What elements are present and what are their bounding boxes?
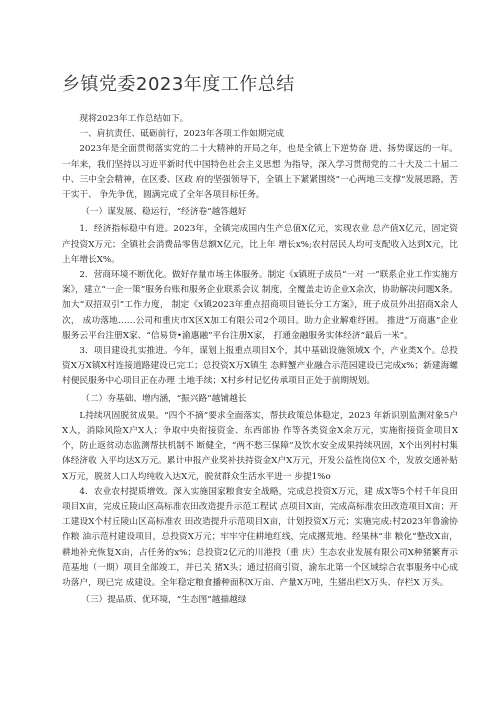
document-body — [62, 112, 458, 609]
paragraph: 3．项目建设扎实推进。今年，谋划上报重点项目X个，其中基础设施领域X 个，产业类X个。总投资X万X镇X村连接道路建设已完工；总投资X万X镇生 态鲜蟹产业融合示范园建设已完成x%；新建海螺村便民服务中心项目正在办理 土地手续；X村乡村记忆传承项目正处于前期规划。 — [62, 346, 458, 387]
paragraph: 1．经济指标稳中有进。2023年，全镇完成国内生产总值X亿元，实现农业 总产值X亿元，固定资产投资X万元；全镇社会消费品零售总额X亿元，比上年 增长x%;农村居民人均可支配收入达到X元，比上年增长X%。 — [62, 224, 458, 265]
section-heading: （二）夯基础、增内涵，“振兴路”越铺越长 — [81, 393, 247, 404]
paragraph: 现将2023年工作总结如下。 — [79, 114, 189, 124]
document-title: 乡镇党委2023年度工作总结 — [62, 74, 295, 95]
document-page — [62, 70, 458, 611]
paragraph: 一、肩抗责任、砥砺前行，2023年各项工作如期完成 — [79, 129, 284, 140]
section-heading: （三）提品质、优环境，“生态图”越描越绿 — [81, 595, 247, 606]
paragraph: L持续巩固脱贫成果。“四个不摘”要求全面落实，帮扶政策总体稳定，2023 年新识别监测对象5户X人，消除风险X户X人；争取中央衔接资金、东西部协 作等各类资金X余万元，实施衔接资金项目X个，防止返贫动态监测帮扶机制不 断健全，“两不愁三保障”及饮水安全成果持续巩固，X个出列村村集体经济收 入平均达X万元。累计申报产业奖补扶持资金X户X万元，开发公益性岗位X 个，发放交通补贴X万元，脱贫人口人均纯收入达X元，脱贫群众生活水平进一 步提1%o — [62, 410, 458, 482]
paragraph: 2．营商环境不断优化。做好存量市场主体服务。制定《x镇班子成员“一对 一”联系企业工作实施方案》，建立“一企一策”服务台账和服务企业联系会议 制度，全覆盖走访企业X余次，协助解决问题X条。加大“双招双引”工作力度， 制定《x镇2023年重点招商项目链长分工方案》，班子成员外出招商X余人次， 成功落地……公司和重庆市X区X加工有限公司2个项目。助力企业解难纾困。 推进“万商惠”企业服务云平台注册X家、“信易贷•渝惠融”平台注册X家， 打通金融服务实体经济“最后一米”。 — [62, 270, 458, 341]
paragraph: 4．农业农村提质增效。深入实施国家粮食安全战略，完成总投资X万元，建 成X等5个村千年良田项目X亩，完成丘陵山区高标准农田改造提升示范工程试 点项目X亩，完成高标准农田改造项目X亩；开工建设X个村丘陵山区高标准农 田改造提升示范项目X亩，计划投资X万元；实施完成:村2023年鲁渝协作粮 油示范村建设项目，总投资X万元；牢牢守住耕地红线，完成撂荒地、经果林“非 粮化”整改X亩，耕地补充恢复X亩，占任务的x%；总投资2亿元的川港投（重 庆）生态农业发展有限公司X种猪繁育示范基地（一期）项目全部竣工，并已关 猪X头；通过招商引资，渝东北第一个区域综合农事服务中心成功落户，现已完 成建设。全年稳定粮食播种面积X万亩、产量X万吨，生猪出栏X万头、存栏X 万头。 — [62, 486, 458, 589]
section-heading: （一）谋发展、稳运行，“经济卷”越答越好 — [81, 207, 247, 218]
paragraph: 2023年是全面贯彻落实党的二十大精神的开局之年，也是全镇上下逆势奋 进、扬势谋远的一年。一年来，我们坚持以习近平新时代中国特色社会主义思想 为指导，深入学习贯彻党的二十大及二十届二中、三中全会精神，在区委、区政 府的坚强领导下，全镇上下紧紧围绕“一心两地三支撑”发展思路，苦干实干、 争先争优，圆满完成了全年各项目标任务。 — [62, 144, 458, 201]
